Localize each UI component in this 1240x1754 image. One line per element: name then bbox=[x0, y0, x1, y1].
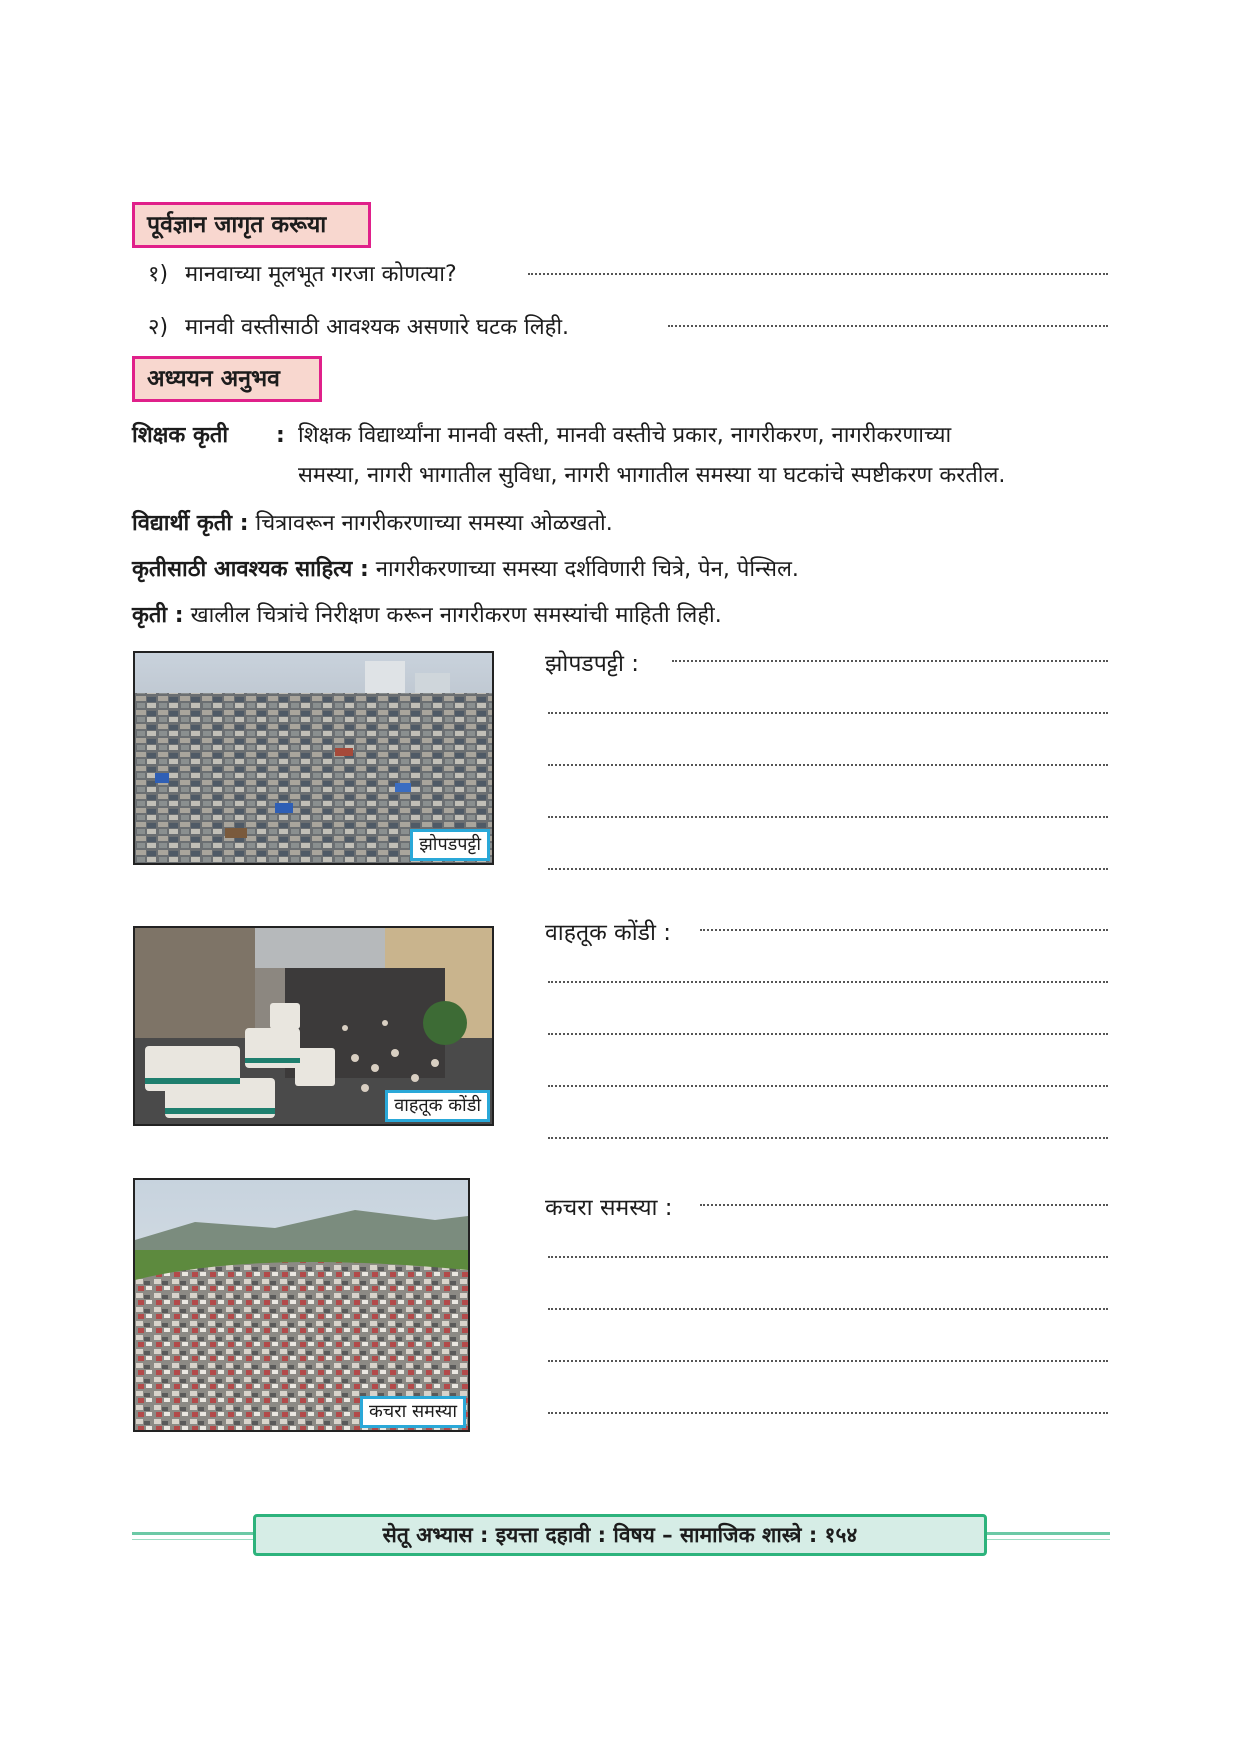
question-2 bbox=[148, 312, 569, 344]
problem-label-slum: झोपडपट्टी : bbox=[545, 651, 640, 677]
question-text: मानवी वस्तीसाठी आवश्यक असणारे घटक लिही. bbox=[185, 315, 570, 340]
answer-line[interactable] bbox=[548, 764, 1108, 766]
question-number: २) bbox=[148, 315, 169, 340]
problem-label-traffic: वाहतूक कोंडी : bbox=[545, 920, 671, 946]
question-1 bbox=[148, 259, 457, 291]
question-text: मानवाच्या मूलभूत गरजा कोणत्या? bbox=[185, 262, 457, 287]
section-heading-learning-experience: अध्ययन अनुभव bbox=[132, 356, 322, 402]
student-activity-text: चित्रावरून नागरीकरणाच्या समस्या ओळखतो. bbox=[255, 511, 613, 536]
teacher-activity-colon: : bbox=[276, 423, 285, 448]
answer-line[interactable] bbox=[672, 660, 1108, 662]
answer-line[interactable] bbox=[668, 325, 1108, 327]
footer-rule-left bbox=[132, 1532, 254, 1535]
answer-line[interactable] bbox=[700, 1204, 1108, 1206]
photo-caption: वाहतूक कोंडी bbox=[385, 1090, 490, 1122]
activity-text: खालील चित्रांचे निरीक्षण करून नागरीकरण समस्यांची माहिती लिही. bbox=[190, 603, 722, 628]
answer-line[interactable] bbox=[548, 1137, 1108, 1139]
student-activity bbox=[132, 508, 613, 540]
answer-line[interactable] bbox=[548, 981, 1108, 983]
page-footer: सेतू अभ्यास : इयत्ता दहावी : विषय – सामाजिक शास्त्रे : १५४ bbox=[253, 1514, 987, 1556]
answer-line[interactable] bbox=[548, 1412, 1108, 1414]
section-heading-prior-knowledge: पूर्वज्ञान जागृत करूया bbox=[132, 202, 371, 248]
answer-line[interactable] bbox=[548, 712, 1108, 714]
photo-caption: कचरा समस्या bbox=[360, 1396, 466, 1428]
student-activity-label: विद्यार्थी कृती : bbox=[132, 511, 249, 536]
answer-line[interactable] bbox=[548, 868, 1108, 870]
answer-line[interactable] bbox=[528, 273, 1108, 275]
photo-caption: झोपडपट्टी bbox=[410, 829, 490, 861]
problem-label-garbage: कचरा समस्या : bbox=[545, 1195, 673, 1221]
answer-line[interactable] bbox=[548, 1085, 1108, 1087]
garbage-photo bbox=[133, 1178, 470, 1432]
footer-rule-right bbox=[986, 1532, 1110, 1535]
answer-line[interactable] bbox=[548, 1256, 1108, 1258]
activity-label: कृती : bbox=[132, 603, 184, 628]
answer-line[interactable] bbox=[700, 929, 1108, 931]
traffic-jam-photo bbox=[133, 926, 494, 1126]
slum-photo bbox=[133, 651, 494, 865]
activity bbox=[132, 600, 722, 632]
materials-text: नागरीकरणाच्या समस्या दर्शविणारी चित्रे, पेन, पेन्सिल. bbox=[375, 557, 799, 582]
materials-label: कृतीसाठी आवश्यक साहित्य : bbox=[132, 557, 369, 582]
teacher-activity-label: शिक्षक कृती bbox=[132, 423, 229, 448]
garbage-image bbox=[135, 1180, 468, 1430]
answer-line[interactable] bbox=[548, 1308, 1108, 1310]
answer-line[interactable] bbox=[548, 816, 1108, 818]
teacher-activity-text-2: समस्या, नागरी भागातील सुविधा, नागरी भागातील समस्या या घटकांचे स्पष्टीकरण करतील. bbox=[298, 463, 1006, 488]
answer-line[interactable] bbox=[548, 1360, 1108, 1362]
footer-rule-right-thin bbox=[986, 1539, 1110, 1540]
answer-line[interactable] bbox=[548, 1033, 1108, 1035]
teacher-activity-text-1: शिक्षक विद्यार्थ्यांना मानवी वस्ती, मानवी वस्तीचे प्रकार, नागरीकरण, नागरीकरणाच्या bbox=[298, 423, 952, 448]
footer-rule-left-thin bbox=[132, 1539, 254, 1540]
question-number: १) bbox=[148, 262, 169, 287]
materials bbox=[132, 554, 799, 586]
